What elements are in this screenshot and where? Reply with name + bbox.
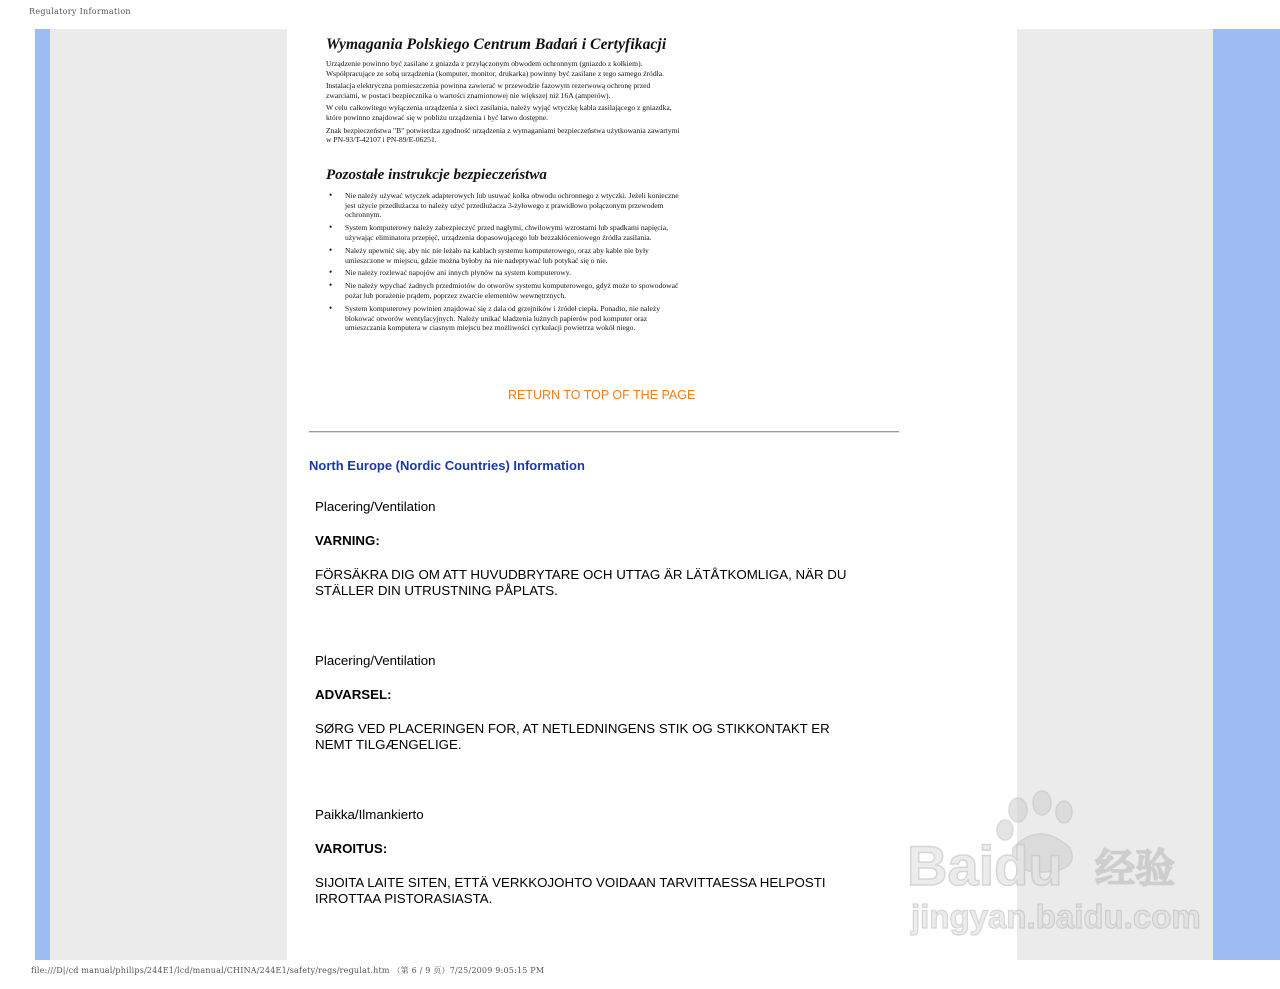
return-to-top-link[interactable]: RETURN TO TOP OF THE PAGE <box>508 388 696 402</box>
section-title: North Europe (Nordic Countries) Information <box>309 458 585 473</box>
bullet-icon: • <box>329 189 333 200</box>
scan-paragraph: Urządzenie powinno być zasilane z gniazda z przyłączonym obwodem ochronnym (gniazdo z kołkiem). Współpracujące ze sobą urządzenia (komputer, monitor, drukarka) powinny być zasilane z tego samego źródła. <box>326 59 665 78</box>
warning-heading: ADVARSEL: <box>315 687 392 702</box>
warning-heading: VAROITUS: <box>315 841 388 856</box>
scan-heading: Wymagania Polskiego Centrum Badań i Certyfikacji <box>326 36 667 53</box>
nordic-block-finnish <box>315 807 855 907</box>
nordic-block-danish <box>315 653 855 753</box>
right-blue-border <box>1213 29 1280 960</box>
bullet-icon: • <box>329 222 333 233</box>
page-header-title: Regulatory Information <box>29 7 131 16</box>
bullet-icon: • <box>329 244 333 255</box>
scan-paragraph: Instalacja elektryczna pomieszczenia powinna zawierać w przewodzie fazowym rezerwową ochronę przed zwarciami, w postaci bezpiecznika o wartości znamionowej nie większej niż 16A (amperów). <box>326 81 651 100</box>
list-item-text: Należy upewnić się, aby nic nie leżało na kablach systemu komputerowego, oraz aby kable nie były umieszczone w miejscu, gdzie można byłoby na nie nadeptywać lub potykać się o nie. <box>345 245 649 265</box>
list-item-text: System komputerowy powinien znajdować się z dala od grzejników i źródeł ciepła. Ponadto, nie należy blokować otworów wentylacyjnych. Należy unikać kładzenia lużnych papierów pod komputer oraz umieszczania komputera w ciasnym miejscu bez możliwości cyrkulacji powietrza wokół niego. <box>345 303 661 333</box>
left-gray-margin <box>50 29 287 960</box>
list-item-text: Nie należy używać wtyczek adapterowych lub usuwać kołka obwodu ochronnego z wtyczki. Jeżeli konieczne jest użycie przedłużacza to należy użyć przedłużacza 3-żyłowego z prawidłowo połączonym przewodem ochronnym. <box>345 190 679 220</box>
block-label: Paikka/Ilmankierto <box>315 807 424 822</box>
baidu-watermark-logo <box>905 790 1205 940</box>
horizontal-divider <box>309 431 899 433</box>
warning-text: FÖRSÄKRA DIG OM ATT HUVUDBRYTARE OCH UTTAG ÄR LÄTÅTKOMLIGA, NÄR DU STÄLLER DIN UTRUSTNING PÅPLATS. <box>315 567 847 598</box>
warning-heading: VARNING: <box>315 533 380 548</box>
list-item-text: Nie należy rozlewać napojów ani innych płynów na system komputerowy. <box>345 268 571 278</box>
list-item <box>326 268 682 278</box>
bullet-icon: • <box>329 267 333 278</box>
list-item-text: Nie należy wpychać żadnych przedmiotów do otworów systemu komputerowego, gdyż może to spowodować pożar lub porażenie prądem, poprzez zwarcie elementów wewnętrznych. <box>345 281 679 300</box>
watermark-url: jingyan.baidu.com <box>911 898 1201 935</box>
watermark-brand: Baidu <box>907 834 1063 897</box>
scan-paragraph: Znak bezpieczeństwa "B" potwierdza zgodność urządzenia z wymaganiami bezpieczeństwa użytkowania zawartymi w PN-93/T-42107 i PN-89/E-06251. <box>326 125 680 145</box>
warning-text: SIJOITA LAITE SITEN, ETTÄ VERKKOJOHTO VOIDAAN TARVITTAESSA HELPOSTI IRROTTAA PISTORASIASTA. <box>315 875 826 906</box>
scan-subheading: Pozostałe instrukcje bezpieczeństwa <box>326 166 547 183</box>
scan-bullet-list <box>326 191 682 333</box>
list-item <box>326 191 682 220</box>
bullet-icon: • <box>329 280 333 291</box>
list-item <box>326 281 682 301</box>
bullet-icon: • <box>329 302 333 313</box>
left-blue-border <box>35 29 50 960</box>
warning-text: SØRG VED PLACERINGEN FOR, AT NETLEDNINGENS STIK OG STIKKONTAKT ER NEMT TILGÆNGELIGE. <box>315 721 830 752</box>
scan-paragraph: W celu całkowitego wyłączenia urządzenia z sieci zasilania, należy wyjąć wtyczkę kabla zasilającego z gniazdka, które powinno znajdować się w pobliżu urządzenia i być łatwo dostępne. <box>326 103 672 122</box>
list-item <box>326 304 682 333</box>
watermark-chinese: 经验 <box>1095 846 1175 892</box>
list-item <box>326 246 682 266</box>
nordic-block-swedish <box>315 499 855 599</box>
footer-file-path: file:///D|/cd manual/philips/244E1/lcd/manual/CHINA/244E1/safety/regs/regulat.htm （第 6 / 9 页）7/25/2009 9:05:15 PM <box>31 966 545 975</box>
block-label: Placering/Ventilation <box>315 499 436 514</box>
polish-certification-scan <box>326 36 682 336</box>
list-item <box>326 223 682 243</box>
block-label: Placering/Ventilation <box>315 653 436 668</box>
list-item-text: System komputerowy należy zabezpieczyć przed nagłymi, chwilowymi wzrostami lub spadkami napięcia, używając eliminatora przepięć, urządzenia dopasowującego lub bezzakłóceniowego źródła zasilania. <box>345 223 669 242</box>
